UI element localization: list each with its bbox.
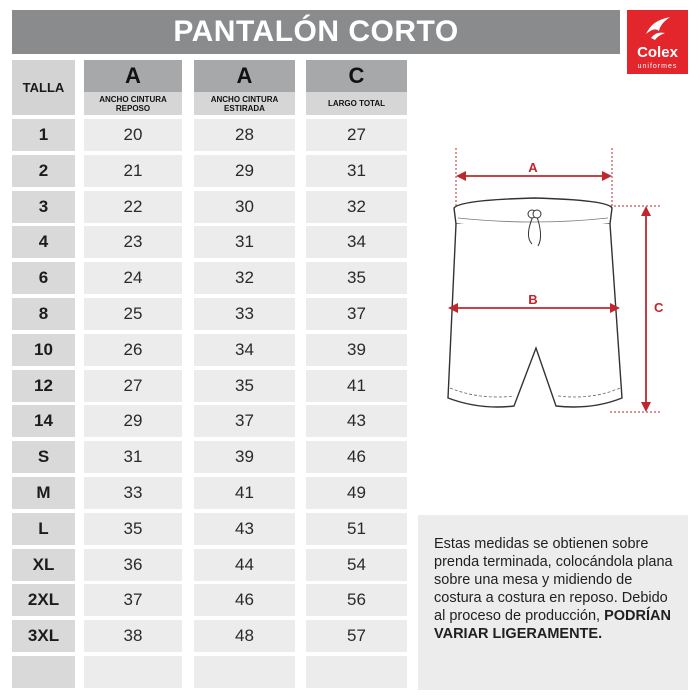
size-cell: 2XL (12, 584, 75, 616)
value-cell: 37 (194, 405, 295, 437)
column-header-total-length (306, 60, 407, 115)
value-cell: 36 (84, 549, 182, 581)
value-cell: 57 (306, 620, 407, 652)
value-cell: 56 (306, 584, 407, 616)
note-text: Estas medidas se obtienen sobre prenda terminada, colocándola plana sobre una mesa y midiendo de costura a costura en reposo. Debido al proceso de producción, (434, 536, 673, 624)
value-cell: 32 (194, 262, 295, 294)
column-label: LARGO TOTAL (327, 99, 386, 108)
value-cell: 21 (84, 155, 182, 187)
value-cell: 43 (306, 405, 407, 437)
value-cell: 38 (84, 620, 182, 652)
size-cell: 8 (12, 298, 75, 330)
value-cell: 41 (306, 370, 407, 402)
size-cell: 12 (12, 370, 75, 402)
note-emphasis: PODRÍAN VARIAR LIGERAMENTE. (434, 608, 671, 642)
value-cell: 32 (306, 191, 407, 223)
value-cell: 23 (84, 226, 182, 258)
value-cell: 39 (194, 441, 295, 473)
value-cell: 31 (306, 155, 407, 187)
value-cell: 48 (194, 620, 295, 652)
value-cell: 22 (84, 191, 182, 223)
value-cell: 33 (194, 298, 295, 330)
value-cell: 37 (84, 584, 182, 616)
label-b: B (528, 292, 538, 307)
column-header-waist-stretched (194, 60, 295, 115)
value-cell: 33 (84, 477, 182, 509)
value-cell: 41 (194, 477, 295, 509)
empty-value-cell (194, 656, 295, 688)
value-cell: 28 (194, 119, 295, 151)
arrow-c (641, 206, 651, 412)
size-cell: 1 (12, 119, 75, 151)
size-cell: 3XL (12, 620, 75, 652)
column-label: ANCHO CINTURA REPOSO (99, 94, 167, 113)
value-cell: 24 (84, 262, 182, 294)
page-title: PANTALÓN CORTO (12, 10, 620, 54)
size-cell: S (12, 441, 75, 473)
column-letter: C (306, 60, 407, 92)
size-cell: XL (12, 549, 75, 581)
value-cell: 39 (306, 334, 407, 366)
empty-value-cell (306, 656, 407, 688)
value-cell: 30 (194, 191, 295, 223)
empty-size-cell (12, 656, 75, 688)
value-cell: 37 (306, 298, 407, 330)
value-cell: 43 (194, 513, 295, 545)
size-cell: 4 (12, 226, 75, 258)
value-cell: 44 (194, 549, 295, 581)
size-cell: 10 (12, 334, 75, 366)
logo-tagline: uniformes (637, 63, 678, 70)
size-cell: 3 (12, 191, 75, 223)
value-cell: 29 (84, 405, 182, 437)
value-cell: 31 (194, 226, 295, 258)
value-cell: 25 (84, 298, 182, 330)
value-cell: 20 (84, 119, 182, 151)
value-cell: 31 (84, 441, 182, 473)
size-cell: 6 (12, 262, 75, 294)
value-cell: 49 (306, 477, 407, 509)
column-letter: A (194, 60, 295, 92)
value-cell: 51 (306, 513, 407, 545)
size-header: TALLA (12, 60, 75, 115)
value-cell: 54 (306, 549, 407, 581)
value-cell: 29 (194, 155, 295, 187)
size-cell: 14 (12, 405, 75, 437)
empty-value-cell (84, 656, 182, 688)
column-letter: A (84, 60, 182, 92)
size-cell: L (12, 513, 75, 545)
shorts-diagram (440, 148, 680, 418)
column-label: ANCHO CINTURA ESTIRADA (210, 94, 279, 113)
value-cell: 35 (194, 370, 295, 402)
value-cell: 34 (306, 226, 407, 258)
size-cell: 2 (12, 155, 75, 187)
value-cell: 46 (194, 584, 295, 616)
label-c: C (654, 300, 664, 315)
logo-brand: Colex (637, 44, 678, 61)
value-cell: 26 (84, 334, 182, 366)
value-cell: 46 (306, 441, 407, 473)
column-header-waist-rest (84, 60, 182, 115)
label-a: A (528, 160, 538, 175)
value-cell: 35 (306, 262, 407, 294)
bird-icon (643, 14, 673, 42)
value-cell: 27 (84, 370, 182, 402)
size-cell: M (12, 477, 75, 509)
value-cell: 35 (84, 513, 182, 545)
value-cell: 34 (194, 334, 295, 366)
measurement-note (418, 515, 688, 690)
value-cell: 27 (306, 119, 407, 151)
brand-logo (627, 10, 688, 74)
